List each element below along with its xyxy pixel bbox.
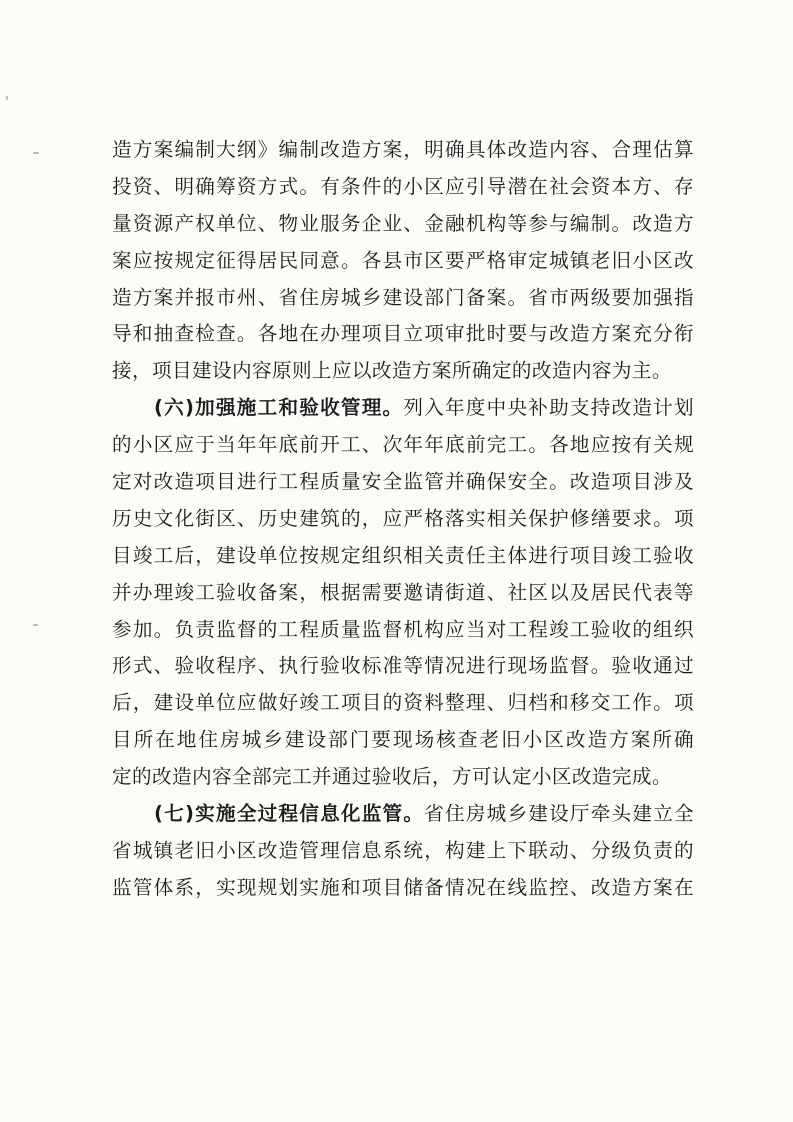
text-line: 案应按规定征得居民同意。各县市区要严格审定城镇老旧小区改 [112, 248, 694, 272]
text-line: 形式、验收程序、执行验收标准等情况进行现场监督。验收通过 [112, 654, 694, 678]
text-line: 目所在地住房城乡建设部门要现场核查老旧小区改造方案所确 [112, 728, 694, 752]
text-line: 导和抽查检查。各地在办理项目立项审批时要与改造方案充分衔 [112, 322, 694, 346]
text-span: 省住房城乡建设厅牵头建立全 [424, 802, 694, 826]
text-line: 接，项目建设内容原则上应以改造方案所确定的改造内容为主。 [112, 359, 672, 383]
text-line: 量资源产权单位、物业服务企业、金融机构等参与编制。改造方 [112, 211, 694, 235]
text-line: 历史文化街区、历史建筑的，应严格落实相关保护修缮要求。项 [112, 506, 694, 530]
text-line [112, 390, 694, 427]
text-line: 投资、明确筹资方式。有条件的小区应引导潜在社会资本方、存 [112, 174, 694, 198]
text-line: 后，建设单位应做好竣工项目的资料整理、归档和移交工作。项 [112, 691, 694, 715]
text-span: 列入年度中央补助支持改造计划 [403, 396, 694, 420]
text-line: 监管体系，实现规划实施和项目储备情况在线监控、改造方案在 [112, 875, 694, 899]
section-heading-7: (七)实施全过程信息化监管。 [154, 802, 425, 826]
paragraph-construction-acceptance [112, 390, 694, 796]
text-line: 造方案并报市州、省住房城乡建设部门备案。省市两级要加强指 [112, 285, 694, 309]
text-line: 目竣工后，建设单位按规定组织相关责任主体进行项目竣工验收 [112, 543, 694, 567]
text-line [112, 796, 694, 833]
text-line: 定的改造内容全部完工并通过验收后，方可认定小区改造完成。 [112, 765, 672, 789]
section-heading-6: (六)加强施工和验收管理。 [154, 396, 404, 420]
document-body [112, 132, 694, 907]
paragraph-information-supervision [112, 796, 694, 907]
text-line: 参加。负责监督的工程质量监督机构应当对工程竣工验收的组织 [112, 617, 694, 641]
scan-mark [6, 96, 8, 100]
text-line: 并办理竣工验收备案，根据需要邀请街道、社区以及居民代表等 [112, 580, 694, 604]
text-line: 的小区应于当年年底前开工、次年年底前完工。各地应按有关规 [112, 433, 694, 457]
scan-mark [33, 152, 39, 154]
paragraph-plan-compilation [112, 132, 694, 390]
text-line: 省城镇老旧小区改造管理信息系统，构建上下联动、分级负责的 [112, 838, 694, 862]
text-line: 造方案编制大纲》编制改造方案，明确具体改造内容、合理估算 [112, 138, 694, 161]
text-line: 定对改造项目进行工程质量安全监管并确保安全。改造项目涉及 [112, 470, 694, 494]
scan-mark [33, 624, 38, 626]
